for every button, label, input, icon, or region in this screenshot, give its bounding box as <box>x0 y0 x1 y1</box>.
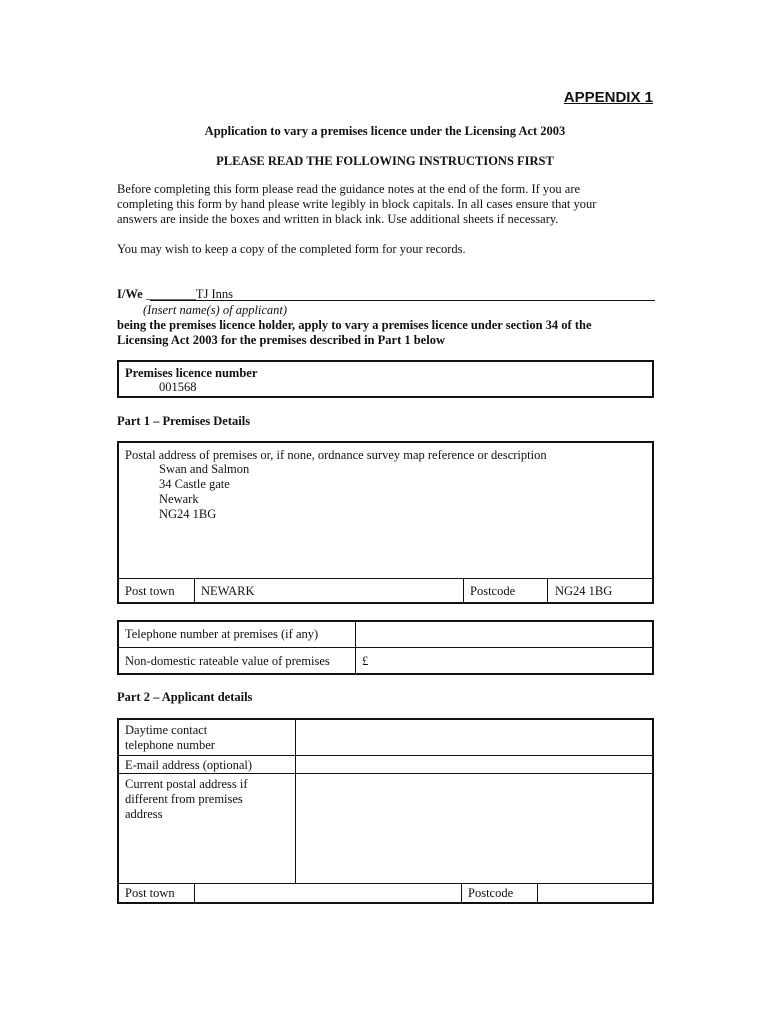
daytime-label-line: telephone number <box>125 738 215 752</box>
instructions-line: Before completing this form please read the guidance notes at the end of the form. If you are <box>117 182 581 196</box>
current-address-label-line: different from premises <box>125 792 243 806</box>
part1-heading: Part 1 – Premises Details <box>117 414 251 428</box>
premises-address-value[interactable] <box>159 462 249 522</box>
appendix-title: APPENDIX 1 <box>563 89 653 106</box>
premises-extra-col-divider <box>355 621 356 674</box>
current-address-label-line: Current postal address if <box>125 777 248 791</box>
instructions-paragraph <box>117 182 657 227</box>
post-town-value[interactable]: NEWARK <box>201 584 255 598</box>
address-line: Newark <box>159 492 199 506</box>
post-town2-field[interactable] <box>195 884 461 903</box>
current-address-field[interactable] <box>296 774 653 883</box>
post-town-col-divider <box>194 578 195 603</box>
post-town2-label: Post town <box>125 886 175 900</box>
daytime-phone-label <box>125 723 215 753</box>
rateable-value-field[interactable]: £ <box>362 654 369 668</box>
applicant-blank: ________ <box>145 287 196 301</box>
postcode-value-col-divider <box>547 578 548 603</box>
rateable-value-label: Non-domestic rateable value of premises <box>125 654 330 668</box>
telephone-label: Telephone number at premises (if any) <box>125 627 319 641</box>
post-town-row-divider <box>118 578 653 579</box>
applicant-prefix: I/We <box>117 287 143 301</box>
postcode2-label: Postcode <box>468 886 514 900</box>
daytime-label-line: Daytime contact <box>125 723 208 737</box>
applicant-name[interactable]: TJ Inns <box>195 287 233 301</box>
instructions-line: answers are inside the boxes and written in black ink. Use additional sheets if necessary. <box>117 212 559 226</box>
current-address-label-line: address <box>125 807 163 821</box>
instructions-heading: PLEASE READ THE FOLLOWING INSTRUCTIONS FIRST <box>216 154 554 168</box>
form-title: Application to vary a premises licence under the Licensing Act 2003 <box>204 124 566 138</box>
address-line: 34 Castle gate <box>159 477 230 491</box>
applicant-name-underline <box>150 300 655 301</box>
applicant-hint: (Insert name(s) of applicant) <box>143 303 288 317</box>
statement-line: being the premises licence holder, apply to vary a premises licence under section 34 of the <box>117 318 592 332</box>
postcode-value[interactable]: NG24 1BG <box>555 584 613 598</box>
daytime-phone-field[interactable] <box>296 719 653 755</box>
post-town-label: Post town <box>125 584 175 598</box>
premises-extra-divider <box>118 647 653 648</box>
premises-address-label: Postal address of premises or, if none, ordnance survey map reference or description <box>125 448 547 462</box>
address-line: Swan and Salmon <box>159 462 250 476</box>
postcode-label: Postcode <box>470 584 516 598</box>
email-field[interactable] <box>296 756 653 773</box>
email-label: E-mail address (optional) <box>125 758 253 772</box>
current-address-label <box>125 777 248 822</box>
telephone-field[interactable] <box>362 627 647 642</box>
licence-number-value[interactable]: 001568 <box>159 380 197 394</box>
postcode-label-col-divider <box>463 578 464 603</box>
postcode2-label-col-divider <box>461 883 462 903</box>
instructions-line: completing this form by hand please write legibly in block capitals. In all cases ensure that your <box>117 197 597 211</box>
address-line: NG24 1BG <box>159 507 217 521</box>
licence-number-label: Premises licence number <box>125 366 258 380</box>
copy-note: You may wish to keep a copy of the completed form for your records. <box>117 242 466 256</box>
postcode2-field[interactable] <box>538 884 653 903</box>
applicant-statement <box>117 318 657 348</box>
part2-heading: Part 2 – Applicant details <box>117 690 253 704</box>
statement-line: Licensing Act 2003 for the premises described in Part 1 below <box>117 333 445 347</box>
